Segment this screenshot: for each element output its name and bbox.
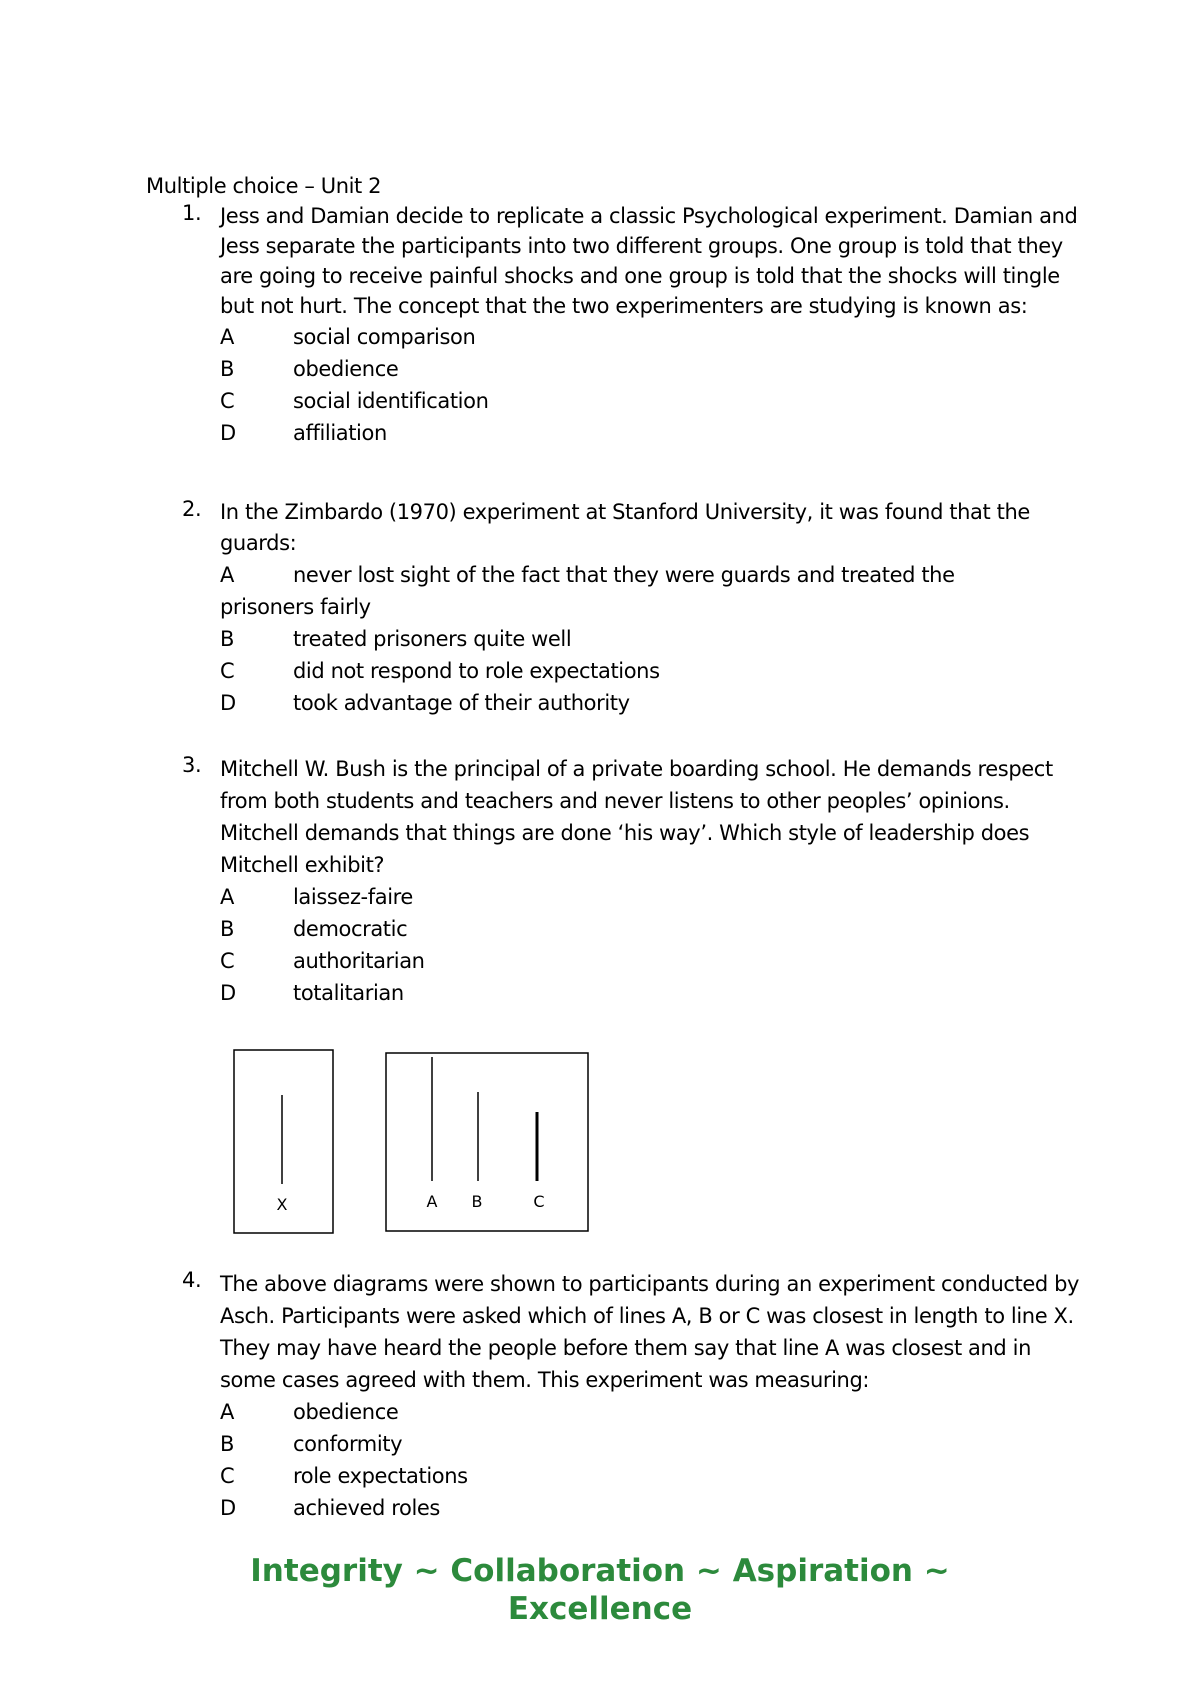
question-2 [182,497,1082,719]
question-number: 4. [182,1268,202,1292]
question-1 [182,201,1082,449]
option-text: did not respond to role expectations [293,659,660,683]
option-letter: D [220,981,236,1005]
option-a [220,321,1082,353]
option-text: treated prisoners quite well [293,627,572,651]
option-letter: C [220,949,235,973]
question-4 [182,1268,1082,1524]
option-c [220,1460,1082,1492]
option-letter: D [220,691,236,715]
option-b [220,1428,1082,1460]
option-letter: C [220,1464,235,1488]
option-letter: A [220,885,234,909]
option-d [220,417,1082,449]
comparison-label-a: A [426,1192,438,1211]
motto-line-2: Excellence [507,1591,693,1627]
option-letter: B [220,1432,235,1456]
option-letter: B [220,917,235,941]
option-letter: B [220,627,235,651]
option-text: never lost sight of the fact that they were guards and treated the prisoners fairly [220,563,955,619]
page-heading: Multiple choice – Unit 2 [146,174,382,198]
comparison-label-b: B [471,1192,483,1211]
option-text: democratic [293,917,408,941]
option-c [220,385,1082,417]
option-d [220,977,1082,1009]
question-stem: Jess and Damian decide to replicate a classic Psychological experiment. Damian and Jess separate the participants into two different groups. One group is told that they are going to receive painful shocks and one group is told that the shocks will tingle but not hurt. The concept that the two experimenters are studying is known as: [220,204,1078,318]
option-letter: C [220,659,235,683]
option-text: took advantage of their authority [293,691,630,715]
option-c [220,655,1082,687]
option-letter: A [220,563,234,587]
reference-label-x: X [276,1195,288,1214]
comparison-label-c: C [533,1192,545,1211]
option-text: role expectations [293,1464,468,1488]
school-motto-footer [0,1552,1200,1628]
option-d [220,687,1082,719]
question-stem: In the Zimbardo (1970) experiment at Stanford University, it was found that the guards: [220,500,1030,555]
question-3 [182,753,1082,1009]
option-letter: A [220,325,234,349]
question-stem: The above diagrams were shown to participants during an experiment conducted by Asch. Participants were asked which of lines A, B or C was closest in length to line X. They may have heard the people before them say that line A was closest and in some cases agreed with them. This experiment was measuring: [220,1272,1080,1392]
option-text: social comparison [293,325,476,349]
option-text: affiliation [293,421,387,445]
asch-line-diagram [232,1047,592,1235]
option-d [220,1492,1082,1524]
option-letter: C [220,389,235,413]
option-letter: A [220,1400,234,1424]
question-number: 3. [182,753,202,777]
option-letter: B [220,357,235,381]
option-a [220,1396,1082,1428]
option-text: achieved roles [293,1496,440,1520]
option-b [220,353,1082,385]
option-text: conformity [293,1432,403,1456]
option-letter: D [220,1496,236,1520]
motto-line-1: Integrity ~ Collaboration ~ Aspiration ~ [250,1553,950,1589]
asch-diagram-svg [232,1047,592,1235]
option-c [220,945,1082,977]
option-text: obedience [293,1400,399,1424]
question-stem: Mitchell W. Bush is the principal of a private boarding school. He demands respect from both students and teachers and never listens to other peoples’ opinions. Mitchell demands that things are done ‘his way’. Which style of leadership does Mitchell exhibit? [220,757,1053,877]
option-a [220,881,1082,913]
question-number: 2. [182,497,202,521]
option-text: totalitarian [293,981,404,1005]
option-letter: D [220,421,236,445]
option-a [220,559,1050,623]
option-text: authoritarian [293,949,425,973]
option-text: laissez-faire [293,885,413,909]
option-text: social identification [293,389,489,413]
comparison-box [386,1053,588,1231]
option-b [220,623,1082,655]
option-text: obedience [293,357,399,381]
option-b [220,913,1082,945]
question-number: 1. [182,201,202,225]
